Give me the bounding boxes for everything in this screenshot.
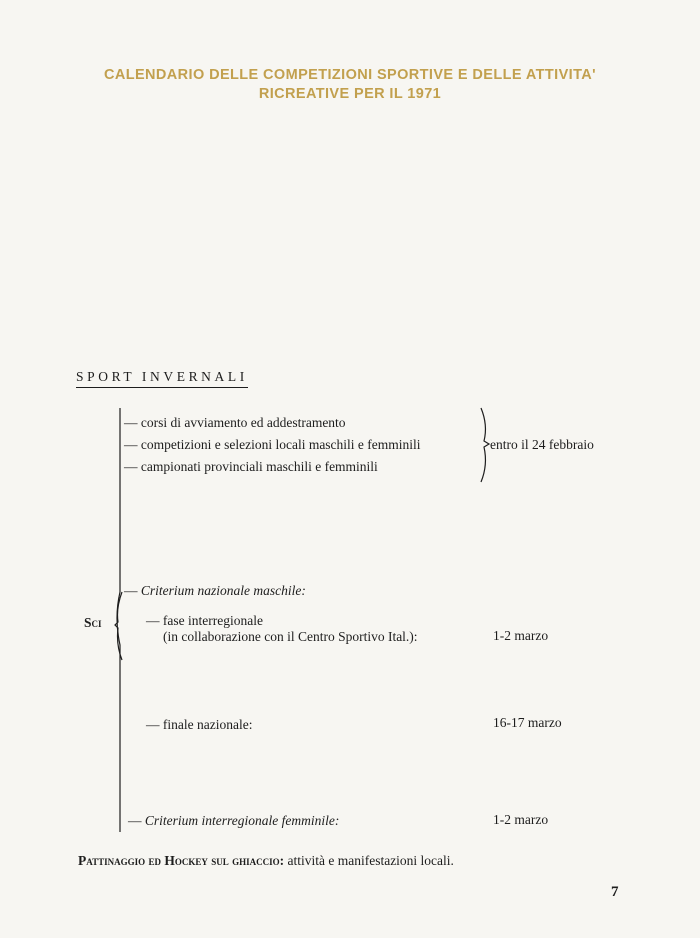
group1-right-brace xyxy=(481,408,489,482)
sci-item-championships: — campionati provinciali maschili e femminili xyxy=(124,459,378,474)
group1-date: entro il 24 febbraio xyxy=(490,437,594,452)
criterium-femminile-text: Criterium interregionale femminile: xyxy=(144,813,340,828)
sci-item-courses: — corsi di avviamento ed addestramento xyxy=(124,415,346,430)
criterium-femminile: — Criterium interregionale femminile: xyxy=(128,813,340,828)
sci-item-competitions: — competizioni e selezioni locali maschili e femminili xyxy=(124,437,421,452)
phase-interregional: — fase interregionale xyxy=(146,613,263,628)
section-heading: SPORT INVERNALI xyxy=(76,368,248,388)
phase-interregional-date: 1-2 marzo xyxy=(493,628,549,643)
final-national: — finale nazionale: xyxy=(146,717,253,732)
title-line-1: CALENDARIO DELLE COMPETIZIONI SPORTIVE E DELLE ATTIVITA' xyxy=(103,67,596,83)
criterium-maschile-heading-text: Criterium nazionale maschile: xyxy=(140,583,306,598)
sci-label: Sci xyxy=(84,615,102,630)
footer-text: attività e manifestazioni locali. xyxy=(287,853,454,868)
criterium-femminile-date: 1-2 marzo xyxy=(493,812,549,827)
title-line-2: RICREATIVE PER IL 1971 xyxy=(258,86,442,102)
criterium-maschile-heading: — Criterium nazionale maschile: xyxy=(124,583,306,598)
sci-left-brace xyxy=(115,592,122,660)
footer-bold-text: Pattinaggio ed Hockey sul ghiaccio: xyxy=(78,853,285,868)
final-national-date: 16-17 marzo xyxy=(493,715,562,730)
footer-line xyxy=(78,852,454,870)
page-number: 7 xyxy=(611,884,619,900)
phase-interregional-note: (in collaborazione con il Centro Sportivo Ital.): xyxy=(163,629,418,644)
